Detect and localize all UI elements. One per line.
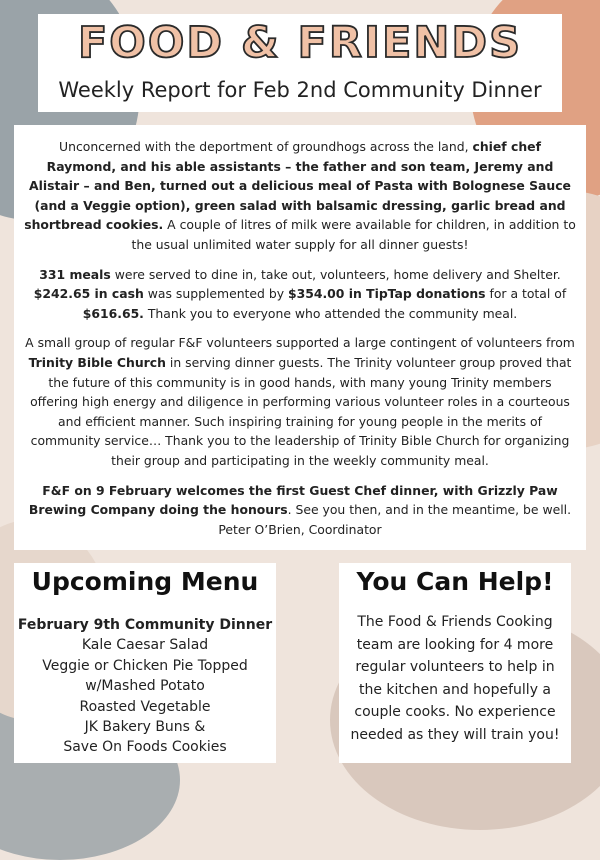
text: A couple of litres of milk were available for children, in addition to the usual unlimited water supply for all dinner guests! — [131, 217, 576, 252]
text: were served to dine in, take out, volunteers, home delivery and Shelter. — [110, 266, 561, 282]
text: was supplemented by — [143, 286, 288, 302]
help-body: The Food & Friends Cooking team are looking for 4 more regular volunteers to help in the kitchen and hopefully a couple cooks. No experience needed as they will train you! — [350, 614, 560, 743]
text: . See you then, and in the meantime, be well. — [287, 502, 572, 518]
menu-item: w/Mashed Potato — [85, 678, 205, 695]
signature: Peter O’Brien, Coordinator — [218, 521, 382, 537]
menu-item: Veggie or Chicken Pie Topped — [42, 657, 248, 674]
bold-text: $616.65. — [82, 305, 144, 321]
bold-text: 331 meals — [39, 266, 111, 282]
menu-list — [14, 615, 276, 758]
menu-item: JK Bakery Buns & — [84, 719, 206, 736]
upcoming-menu-panel — [14, 563, 276, 763]
menu-date: February 9th Community Dinner — [17, 617, 273, 633]
text: Unconcerned with the deportment of groundhogs across the land, — [59, 139, 473, 154]
bold-text: $354.00 in TipTap donations — [287, 286, 486, 302]
text: A small group of regular F&F volunteers supported a large contingent of volunteers from — [25, 335, 575, 351]
text: Thank you to everyone who attended the community meal. — [143, 305, 518, 321]
report-paragraph-stats — [24, 265, 576, 324]
help-heading: You Can Help! — [356, 567, 554, 596]
text: for a total of — [485, 286, 567, 302]
text: in serving dinner guests. The Trinity volunteer group proved that the future of this community is in good hands, with many young Trinity members offering high energy and diligence in performing various volunteer roles in a courteous and efficient manner. Such inspiring training for young people in the merits of community service… Thank you to the leadership of Trinity Bible Church for organizing their group and participating in the weekly community meal. — [30, 354, 572, 468]
bold-text: $242.65 in cash — [33, 286, 144, 302]
menu-item: Kale Caesar Salad — [81, 637, 209, 654]
menu-item: Save On Foods Cookies — [63, 739, 227, 756]
report-paragraph-menu — [24, 137, 576, 255]
menu-item: Roasted Vegetable — [79, 698, 211, 715]
header-panel — [38, 14, 562, 112]
bold-text: F&F on 9 February welcomes the first Guest Chef dinner, with Grizzly Paw Brewing Company doing the honours — [28, 482, 558, 518]
report-paragraph-upcoming — [24, 481, 576, 540]
weekly-report-panel — [14, 125, 586, 550]
menu-heading: Upcoming Menu — [31, 567, 259, 596]
page-title: FOOD & FRIENDS — [77, 18, 523, 68]
page-subtitle: Weekly Report for Feb 2nd Community Dinner — [58, 78, 542, 102]
you-can-help-panel — [339, 563, 571, 763]
bold-text: chief chef Raymond, and his able assistants – the father and son team, Jeremy and Alistair – and Ben, turned out a delicious meal of Pasta with Bolognese Sauce (and a Veggie option), green salad with balsamic dressing, garlic bread and shortbread cookies. — [24, 139, 571, 233]
report-paragraph-volunteers — [24, 333, 576, 470]
bold-text: Trinity Bible Church — [28, 354, 166, 370]
